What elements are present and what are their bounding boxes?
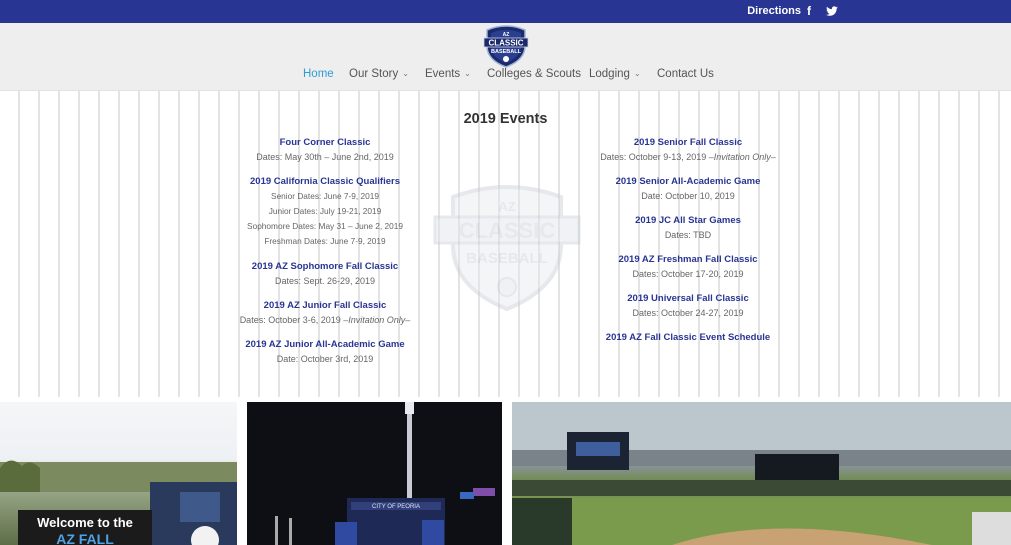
events-heading: 2019 Events <box>463 111 548 127</box>
event-item <box>558 253 818 281</box>
event-date: Sophomore Dates: May 31 – June 2, 2019 <box>247 221 403 231</box>
event-item <box>558 292 818 320</box>
banner-text-2: AZ FALL <box>56 531 114 545</box>
event-date: Date: October 10, 2019 <box>641 191 735 201</box>
facebook-icon[interactable]: f <box>807 4 811 18</box>
event-date: Senior Dates: June 7-9, 2019 <box>271 191 379 201</box>
logo-line2: CLASSIC <box>488 38 524 48</box>
az-classic-logo[interactable] <box>481 24 531 68</box>
event-date: Dates: May 30th – June 2nd, 2019 <box>256 152 394 162</box>
event-item <box>558 175 818 203</box>
event-date: Dates: October 9-13, 2019 –Invitation Only– <box>600 152 776 162</box>
nav-colleges-scouts[interactable]: Colleges & Scouts <box>487 68 581 80</box>
nav-events[interactable]: Events ⌄ <box>425 68 471 80</box>
invitation-note: Invitation Only <box>348 315 406 325</box>
photo-stadium-field <box>512 402 1011 545</box>
event-date: Date: October 3rd, 2019 <box>276 354 374 364</box>
stadium-field-image <box>512 402 1011 545</box>
chevron-down-icon: ⌄ <box>464 69 471 78</box>
event-item <box>558 331 818 345</box>
watermark-line2: CLASSIC <box>458 218 556 243</box>
event-date: Dates: October 24-27, 2019 <box>632 308 744 318</box>
events-right-column <box>558 136 818 356</box>
photo-night-scoreboard <box>247 402 502 545</box>
chevron-down-icon: ⌄ <box>633 69 641 78</box>
watermark-line1: AZ <box>498 199 516 214</box>
event-date: Dates: October 3-6, 2019 –Invitation Only– <box>239 315 411 325</box>
scoreboard-text: CITY OF PEORIA <box>372 504 420 510</box>
event-item <box>195 260 455 288</box>
main-nav <box>0 68 1011 86</box>
events-left-column <box>195 136 455 377</box>
nav-our-story[interactable]: Our Story ⌄ <box>349 68 409 80</box>
banner-text: Welcome to the <box>37 515 133 530</box>
event-link[interactable]: 2019 Senior All-Academic Game <box>615 176 761 187</box>
event-item <box>558 214 818 242</box>
chevron-down-icon: ⌄ <box>402 69 409 78</box>
logo-line3: BASEBALL <box>491 49 521 55</box>
event-link[interactable]: 2019 California Classic Qualifiers <box>250 176 400 187</box>
directions-link[interactable]: Directions <box>747 5 801 17</box>
event-item <box>558 136 818 164</box>
event-link[interactable]: 2019 AZ Fall Classic Event Schedule <box>605 332 771 343</box>
event-link[interactable]: Four Corner Classic <box>279 137 371 148</box>
event-date: Freshman Dates: June 7-9, 2019 <box>264 236 386 246</box>
event-item <box>195 299 455 327</box>
event-date: Dates: October 17-20, 2019 <box>632 269 744 279</box>
invitation-note: Invitation Only <box>713 152 771 162</box>
event-date: Dates: TBD <box>664 230 712 240</box>
nav-lodging[interactable]: Lodging ⌄ <box>589 68 641 80</box>
event-link[interactable]: 2019 Senior Fall Classic <box>633 137 743 148</box>
event-link[interactable]: 2019 Universal Fall Classic <box>627 293 749 304</box>
event-item <box>195 175 455 249</box>
twitter-icon[interactable] <box>825 4 839 18</box>
top-bar <box>0 0 1011 23</box>
event-link[interactable]: 2019 AZ Junior All-Academic Game <box>245 339 405 350</box>
event-date: Dates: Sept. 26-29, 2019 <box>274 276 376 286</box>
watermark-line3: BASEBALL <box>466 250 548 267</box>
nav-home[interactable]: Home <box>303 68 334 80</box>
event-link[interactable]: 2019 JC All Star Games <box>635 215 741 226</box>
welcome-banner-image <box>0 402 237 545</box>
event-date: Junior Dates: July 19-21, 2019 <box>268 206 382 216</box>
event-link[interactable]: 2019 AZ Sophomore Fall Classic <box>251 261 399 272</box>
logo-line1: AZ <box>502 32 510 38</box>
event-link[interactable]: 2019 AZ Freshman Fall Classic <box>618 254 758 265</box>
event-item <box>195 136 455 164</box>
nav-contact-us[interactable]: Contact Us <box>657 68 714 80</box>
events-section <box>0 91 1011 397</box>
event-link[interactable]: 2019 AZ Junior Fall Classic <box>263 300 387 311</box>
night-stadium-image <box>247 402 502 545</box>
event-item <box>195 338 455 366</box>
photo-welcome <box>0 402 237 545</box>
site-header <box>0 23 1011 91</box>
